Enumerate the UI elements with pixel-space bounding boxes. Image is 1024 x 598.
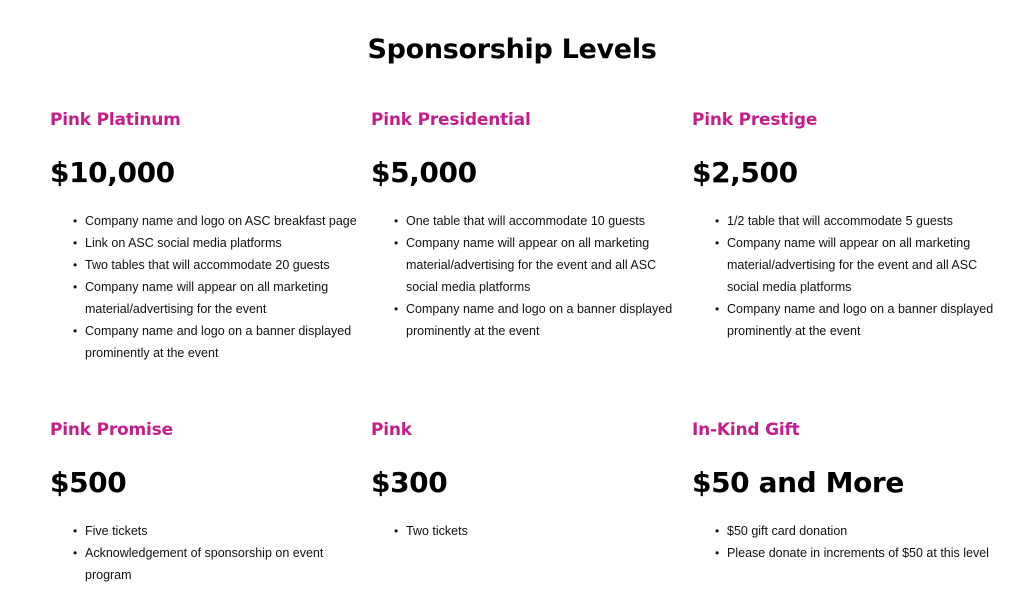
benefit-text: Link on ASC social media platforms	[85, 236, 282, 250]
benefits-list	[50, 210, 360, 364]
tier-pink-prestige	[692, 108, 1010, 418]
tier-name: Pink Presidential	[371, 110, 531, 130]
tier-price: $5,000	[371, 156, 477, 189]
benefits-list	[50, 520, 360, 586]
bullet-icon: •	[394, 214, 399, 228]
benefit-item	[73, 254, 360, 276]
bullet-icon: •	[73, 214, 78, 228]
benefit-item	[715, 298, 1002, 342]
tier-pink-promise	[50, 418, 371, 598]
benefit-text: Company name and logo on a banner displayed prominently at the event	[727, 302, 994, 338]
benefit-item	[394, 298, 681, 342]
benefit-text: Company name and logo on ASC breakfast page	[85, 214, 357, 228]
tier-price: $500	[50, 466, 127, 499]
bullet-icon: •	[394, 236, 399, 250]
tier-pink	[371, 418, 692, 598]
bullet-icon: •	[73, 280, 78, 294]
bullet-icon: •	[715, 302, 720, 316]
sponsorship-tiers-grid	[50, 108, 1010, 598]
benefit-item	[715, 232, 1002, 298]
tier-pink-presidential	[371, 108, 692, 418]
bullet-icon: •	[73, 236, 78, 250]
benefit-text: Company name will appear on all marketing material/advertising for the event	[85, 280, 329, 316]
bullet-icon: •	[73, 324, 78, 338]
benefit-item	[715, 520, 1002, 542]
benefit-item	[394, 232, 681, 298]
page-title: Sponsorship Levels	[367, 34, 657, 65]
bullet-icon: •	[394, 302, 399, 316]
benefit-text: Two tickets	[406, 524, 468, 538]
benefit-item	[394, 210, 681, 232]
benefit-item	[73, 320, 360, 364]
tier-name: In-Kind Gift	[692, 420, 800, 440]
benefit-item	[73, 542, 360, 586]
benefit-text: Five tickets	[85, 524, 148, 538]
tier-price: $50 and More	[692, 466, 904, 499]
bullet-icon: •	[715, 236, 720, 250]
benefit-item	[73, 232, 360, 254]
tier-price: $10,000	[50, 156, 175, 189]
benefit-item	[73, 276, 360, 320]
tier-price: $2,500	[692, 156, 798, 189]
benefit-text: Company name will appear on all marketing material/advertising for the event and all ASC social media platforms	[727, 236, 978, 294]
bullet-icon: •	[73, 546, 78, 560]
benefit-text: Company name and logo on a banner displayed prominently at the event	[85, 324, 352, 360]
benefit-text: Please donate in increments of $50 at this level	[727, 546, 989, 560]
tier-pink-platinum	[50, 108, 371, 418]
benefit-text: One table that will accommodate 10 guests	[406, 214, 646, 228]
benefits-list	[371, 520, 681, 542]
benefit-item	[715, 210, 1002, 232]
bullet-icon: •	[715, 214, 720, 228]
bullet-icon: •	[715, 546, 720, 560]
tier-price: $300	[371, 466, 448, 499]
tier-name: Pink Prestige	[692, 110, 818, 130]
benefit-text: Company name and logo on a banner displayed prominently at the event	[406, 302, 673, 338]
bullet-icon: •	[73, 258, 78, 272]
benefits-list	[371, 210, 681, 342]
bullet-icon: •	[73, 524, 78, 538]
benefit-text: Two tables that will accommodate 20 guests	[85, 258, 330, 272]
benefit-item	[715, 542, 1002, 564]
benefit-text: 1/2 table that will accommodate 5 guests	[727, 214, 953, 228]
benefit-item	[73, 520, 360, 542]
benefits-list	[692, 210, 1002, 342]
tier-name: Pink Promise	[50, 420, 173, 440]
benefit-item	[394, 520, 681, 542]
benefit-item	[73, 210, 360, 232]
benefit-text: Acknowledgement of sponsorship on event program	[85, 546, 324, 582]
bullet-icon: •	[715, 524, 720, 538]
tier-name: Pink	[371, 420, 412, 440]
benefits-list	[692, 520, 1002, 564]
tier-in-kind-gift	[692, 418, 1010, 598]
benefit-text: Company name will appear on all marketing material/advertising for the event and all ASC social media platforms	[406, 236, 657, 294]
benefit-text: $50 gift card donation	[727, 524, 848, 538]
bullet-icon: •	[394, 524, 399, 538]
tier-name: Pink Platinum	[50, 110, 181, 130]
